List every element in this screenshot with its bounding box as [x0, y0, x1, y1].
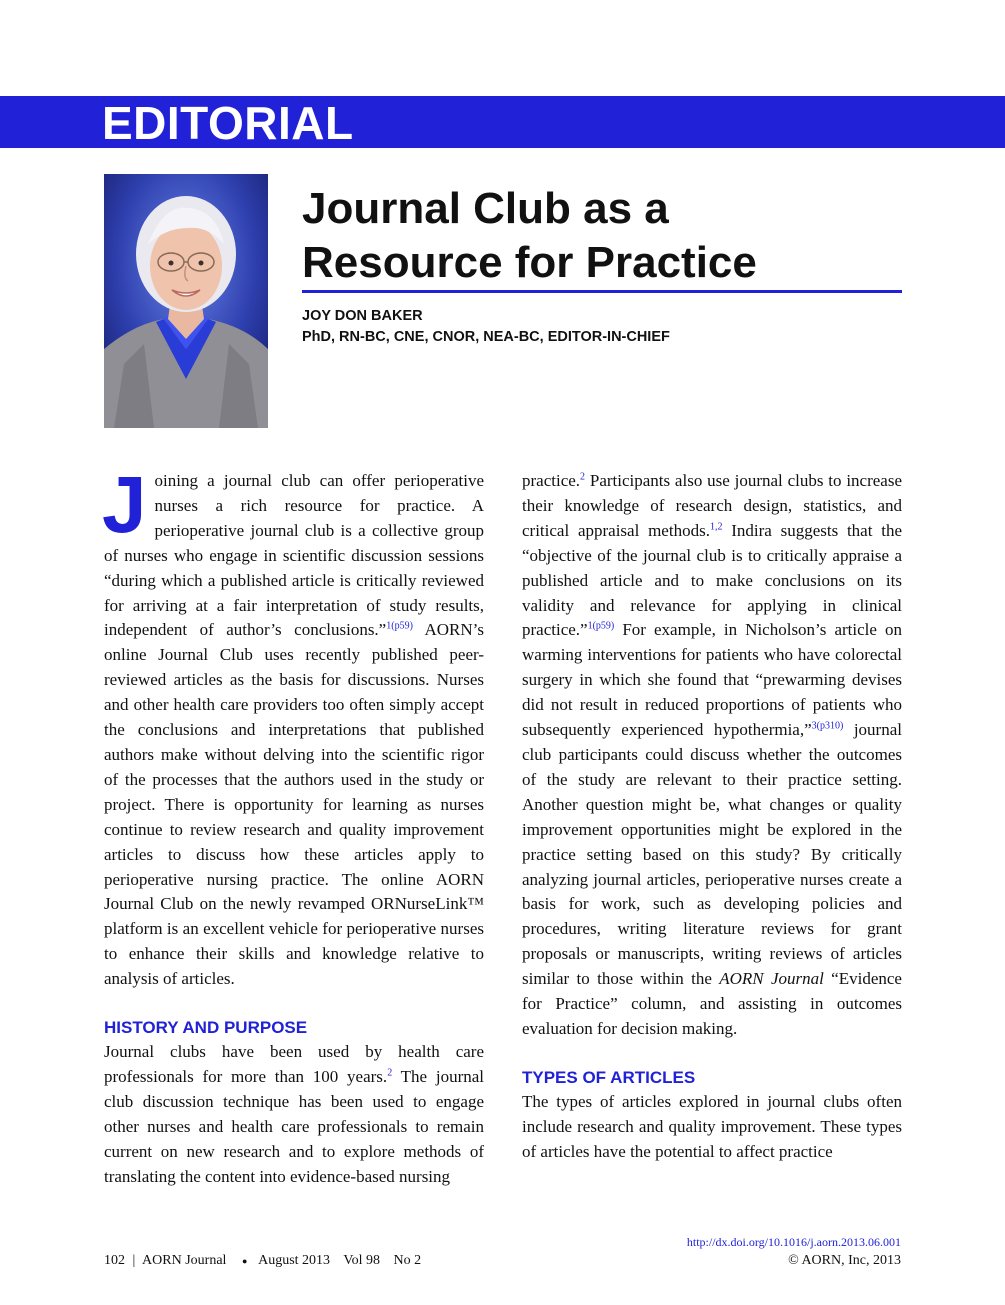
reference-link[interactable]: 1(p59)	[587, 620, 615, 632]
title-line-1: Journal Club as a	[302, 184, 669, 233]
column-right	[522, 469, 902, 1165]
article-title	[302, 182, 902, 290]
page-number: 102	[104, 1253, 125, 1268]
section-heading-history: HISTORY AND PURPOSE	[104, 1018, 308, 1038]
journal-title: AORN Journal	[142, 1253, 227, 1268]
author-name: JOY DON BAKER	[302, 308, 423, 324]
volume: Vol 98	[343, 1253, 381, 1268]
issue-number: No 2	[393, 1253, 422, 1268]
types-paragraph: The types of articles explored in journal clubs often include research and quality improvement. These types of articles have the potential to affect practice	[522, 1091, 902, 1161]
copyright: © AORN, Inc, 2013	[788, 1253, 901, 1268]
title-underline	[302, 290, 902, 293]
author-block	[302, 306, 670, 348]
doi-link[interactable]: http://dx.doi.org/10.1016/j.aorn.2013.06.001	[686, 1235, 901, 1249]
journal-name: AORN Journal	[719, 969, 824, 989]
column-left	[102, 460, 484, 1189]
history-paragraph: Journal clubs have been used by health care professionals for more than 100 years.$^2$ The journal club discussion technique has been used to engage other nurses and health care professionals to remain current on new research and to explore methods of translating the content into evidence-based nursing	[104, 1042, 484, 1186]
reference-link[interactable]: 2	[387, 1067, 393, 1079]
footer-separator: |	[132, 1253, 136, 1268]
author-credentials: PhD, RN-BC, CNE, CNOR, NEA-BC, EDITOR-IN-CHIEF	[302, 329, 670, 345]
title-line-2: Resource for Practice	[302, 238, 757, 287]
footer-citation	[104, 1252, 425, 1270]
section-heading-types: TYPES OF ARTICLES	[522, 1067, 696, 1087]
reference-link[interactable]: 1(p59)	[386, 620, 413, 632]
reference-link[interactable]: 2	[580, 471, 586, 483]
reference-link[interactable]: 1,2	[709, 521, 723, 533]
drop-cap: J	[102, 460, 147, 549]
reference-link[interactable]: 3(p310)	[811, 720, 844, 732]
issue-date: August 2013	[258, 1253, 331, 1268]
intro-paragraph: Joining a journal club can offer perioperative nurses a rich resource for practice. A perioperative journal club is a collective group of nurses who engage in scientific discussion sessions “during which a published article is critically reviewed for arriving at a fair interpretation of study results, independent of author’s conclusions.”$^{1(p59)}$ AORN’s online Journal Club uses recently published peer-reviewed articles as the basis for discussions. Nurses and other health care providers too often simply accept the conclusions and interpretations that published authors make without delving into the scientific rigor of the processes that the authors used in the study or project. There is opportunity for learning as nurses continue to review research and quality improvement articles to discuss how these articles apply to perioperative nursing practice. The online AORN Journal Club on the newly revamped ORNurseLink™ platform is an excellent vehicle for perioperative nurses to enhance their skills and knowledge relative to analysis of articles.	[102, 460, 484, 989]
bullet-separator: ●	[241, 1256, 248, 1266]
continued-paragraph: practice.$^2$ Participants also use journal clubs to increase their knowledge of research design, statistics, and critical appraisal methods.$^{1,2}$ Indira suggests that the “objective of the journal club is to critically appraise a published article and to make conclusions on its validity and relevance for applying in clinical practice.”$^{1(p59)}$ For example, in Nicholson’s article on warming interventions for patients who have colorectal surgery in which she found that “prewarming devises did not result in reduced proportions of patients who subsequently experienced hypothermia,”$^{3(p310)}$ journal club participants could discuss whether the outcomes of the study are relevant to their practice setting. Another question might be, what changes or quality improvement opportunities might be explored in the practice setting based on this study? By critically analyzing journal articles, perioperative nurses create a basis for work, such as developing policies and procedures, writing literature reviews for grant proposals or manuscripts, writing reviews of articles similar to those within the AORN Journal “Evidence for Practice” column, and assisting in outcomes evaluation for decision making.	[522, 471, 902, 1038]
section-label: EDITORIAL	[102, 97, 354, 149]
author-photo	[104, 174, 268, 428]
